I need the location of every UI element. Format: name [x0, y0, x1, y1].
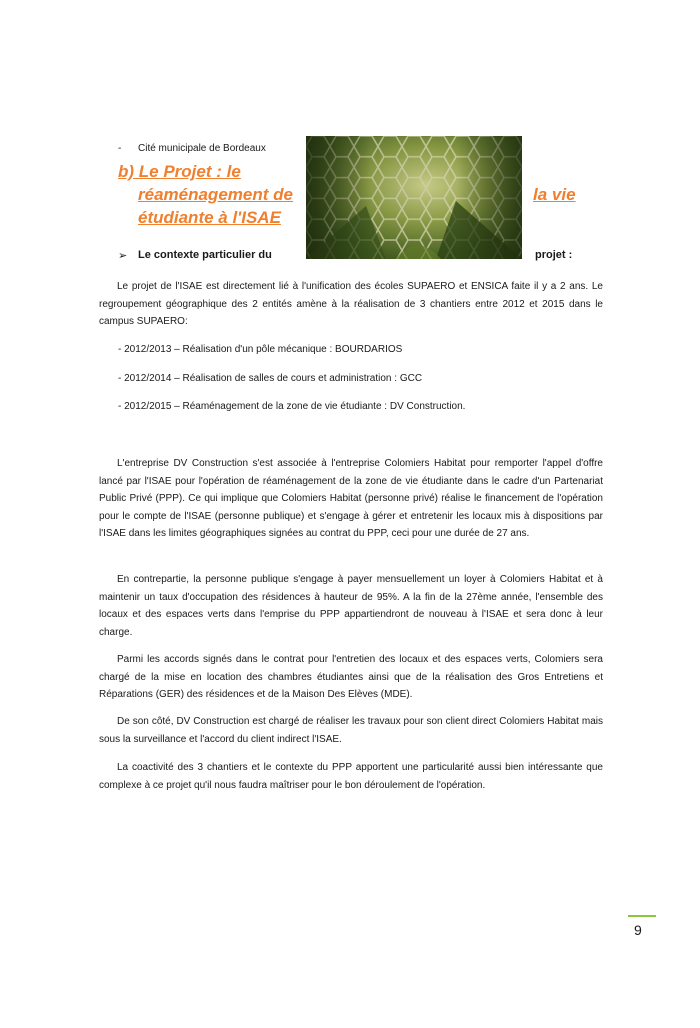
- section-heading-line2-end: la vie: [533, 185, 576, 204]
- bullet-item-3: - 2012/2015 – Réaménagement de la zone de vie étudiante : DV Construction.: [118, 401, 466, 412]
- paragraph-2: L'entreprise DV Construction s'est associée à l'entreprise Colomiers Habitat pour remporter l'appel d'offre lancé par l'ISAE pour l'opération de réaménagement de la zone de vie étudiante dans le cadre d'un Partenariat Public Privé (PPP). Ce qui implique que Colomiers Habitat (personne privé) réalise le financement de l'opération pour le compte de l'ISAE (personne publique) et s'engage à gérer et entretenir les locaux mis à dispositions par l'ISAE dans les limites géographiques signées au contrat du PPP, ceci pour une durée de 27 ans.: [99, 458, 603, 539]
- page-number: 9: [634, 922, 642, 938]
- section-heading-line3: étudiante à l'ISAE: [138, 208, 281, 227]
- list-item-bordeaux: Cité municipale de Bordeaux: [138, 143, 266, 154]
- paragraph-5: De son côté, DV Construction est chargé de réaliser les travaux pour son client direct Colomiers Habitat mais sous la surveillance et l'accord du client indirect l'ISAE.: [99, 716, 603, 745]
- list-dash: -: [118, 143, 122, 154]
- bullet-item-1: - 2012/2013 – Réalisation d'un pôle mécanique : BOURDARIOS: [118, 344, 403, 355]
- subheading-right: projet :: [535, 249, 573, 261]
- honeycomb-pattern: [306, 136, 522, 259]
- page-number-rule: [628, 915, 656, 917]
- paragraph-4: Parmi les accords signés dans le contrat pour l'entretien des locaux et des espaces verts, Colomiers sera chargé de la mise en location des chambres étudiantes ainsi que de la réalisation des Gros Entretiens et Réparations (GER) des résidences et de la Maison Des Elèves (MDE).: [99, 654, 603, 700]
- bullet-item-2: - 2012/2014 – Réalisation de salles de cours et administration : GCC: [118, 373, 423, 384]
- paragraph-3: En contrepartie, la personne publique s'engage à payer mensuellement un loyer à Colomiers Habitat et à maintenir un taux d'occupation des résidences à hauteur de 95%. A la fin de la 27ème année, l'ensemble des locaux et des espaces verts dans l'emprise du PPP appartiendront de nouveau à l'ISAE et sera donc à leur charge.: [99, 574, 603, 638]
- section-heading-line1: b) Le Projet : le: [118, 162, 241, 181]
- section-heading-line2: réaménagement de: [138, 185, 293, 204]
- paragraph-1: Le projet de l'ISAE est directement lié à l'unification des écoles SUPAERO et ENSICA faite il y a 2 ans. Le regroupement géographique des 2 entités amène à la réalisation de 3 chantiers entre 2012 et 2015 dans le campus SUPAERO:: [99, 281, 603, 327]
- arrow-bullet-icon: ➢: [118, 250, 128, 262]
- honeycomb-building-photo: [306, 136, 522, 259]
- paragraph-6: La coactivité des 3 chantiers et le contexte du PPP apportent une particularité aussi bien intéressante que complexe à ce projet qu'il nous faudra maîtriser pour le bon déroulement de l'opération.: [99, 762, 603, 791]
- subheading-left: Le contexte particulier du: [138, 249, 272, 261]
